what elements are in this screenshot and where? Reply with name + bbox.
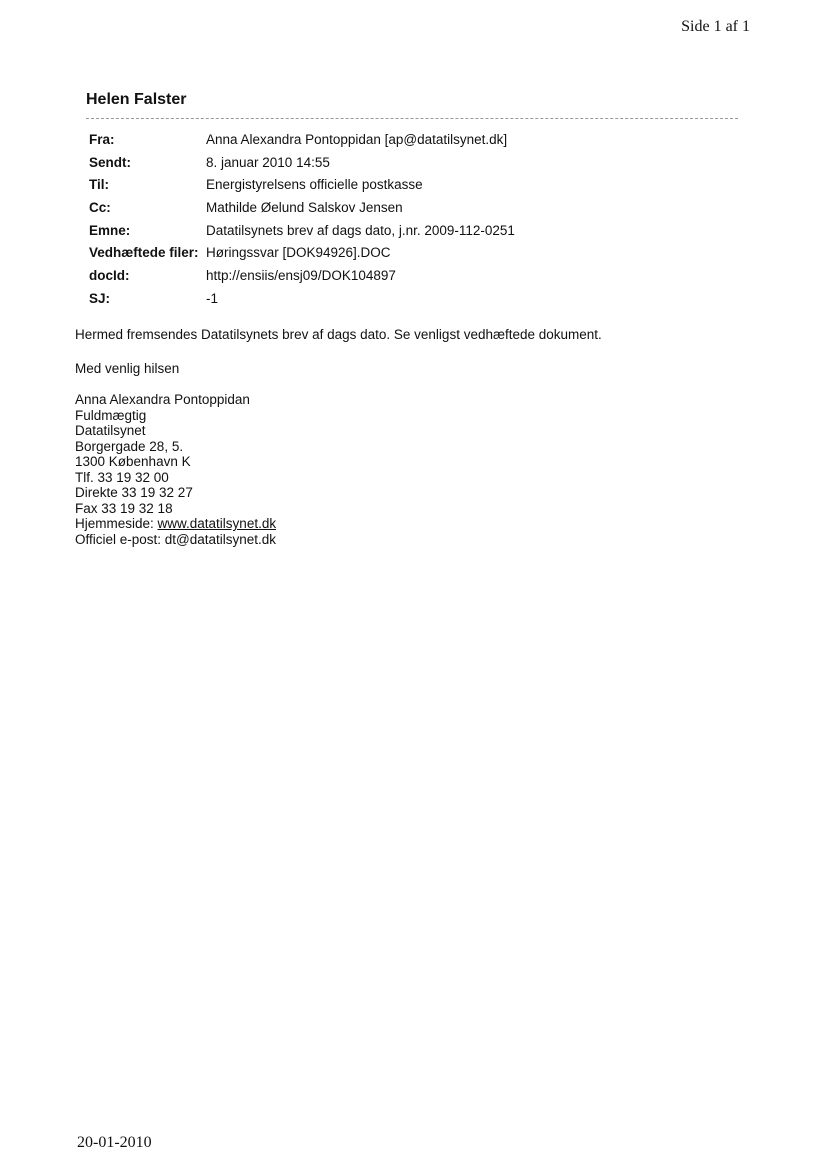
header-value: Høringssvar [DOK94926].DOC [206,245,391,261]
signature-city: 1300 København K [75,454,191,469]
message-intro: Hermed fremsendes Datatilsynets brev af dags dato. Se venligst vedhæftede dokument. [75,327,602,342]
header-row-sent [89,151,515,174]
signature-phone: Tlf. 33 19 32 00 [75,469,169,485]
signature-official-email: Officiel e-post: dt@datatilsynet.dk [75,531,277,547]
signature-website-line [75,516,276,532]
message-greeting: Med venlig hilsen [75,361,180,376]
header-value: Mathilde Øelund Salskov Jensen [206,199,403,215]
header-value: -1 [206,290,219,306]
signature-organization: Datatilsynet [75,423,146,438]
header-label: Emne: [89,222,131,238]
header-label: Vedhæftede filer: [89,245,199,261]
signature-fax: Fax 33 19 32 18 [75,500,173,516]
header-label: docId: [89,267,130,283]
header-label: Cc: [89,199,111,215]
header-value: Datatilsynets brev af dags dato, j.nr. 2009-112-0251 [206,222,515,238]
header-value: Energistyrelsens officielle postkasse [206,177,423,193]
signature-name: Anna Alexandra Pontoppidan [75,392,250,407]
header-row-cc [89,196,515,219]
header-row-from [89,128,515,151]
header-divider [86,118,738,119]
sender-name: Helen Falster [86,91,187,108]
header-value: Anna Alexandra Pontoppidan [ap@datatilsynet.dk] [206,131,508,147]
signature-direct: Direkte 33 19 32 27 [75,485,193,500]
website-label: Hjemmeside: [75,516,158,531]
signature-block [75,392,276,547]
header-label: Fra: [89,131,115,147]
header-value: 8. januar 2010 14:55 [206,154,330,170]
header-row-docid [89,264,515,287]
header-label: Til: [89,177,109,193]
header-row-to [89,173,515,196]
signature-street: Borgergade 28, 5. [75,438,184,454]
website-link[interactable]: www.datatilsynet.dk [157,516,277,531]
page-number: Side 1 af 1 [681,18,750,35]
header-label: SJ: [89,290,111,306]
header-row-attachments [89,241,515,264]
footer-date: 20-01-2010 [77,1134,152,1151]
email-headers [89,128,515,310]
header-row-subject [89,219,515,242]
signature-title: Fuldmægtig [75,407,147,423]
header-label: Sendt: [89,154,131,170]
header-row-sj [89,287,515,310]
header-value: http://ensiis/ensj09/DOK104897 [206,267,396,283]
